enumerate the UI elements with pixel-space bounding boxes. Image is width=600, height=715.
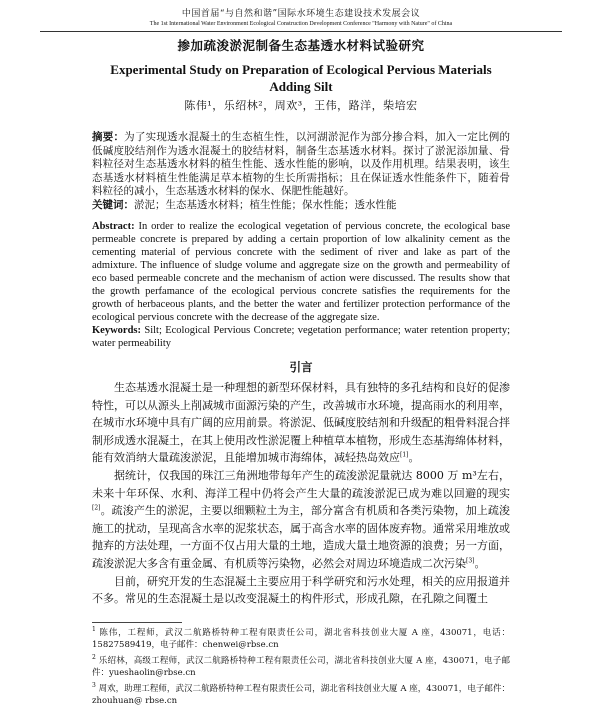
abstract-cn-text: 为了实现透水混凝土的生态植生性，以河湖淤泥作为部分掺合料，加入一定比例的低碱度胶结剂作为透水混凝土的胶结材料，制备生态基透水材料。探讨了淤泥添加量、骨料粒径对生态基透水材料的植生性能、透水性能的影响，以及作用机理。结果表明，该生态基透水材料植生性能满足草本植物的生长所需指标；且在保证透水性能条件下，随着骨料粒径的减小，生态基透水材料的保水、保肥性能越好。 [92,131,510,197]
footnote-mark: 1 [92,625,96,633]
keywords-en-label: Keywords: [92,325,141,336]
conference-header-en: The 1st International Water Environment Ecological Construction Development Conference "Harmony with Nature" of China [149,21,453,27]
citation: [3] [466,557,475,565]
title-cn: 掺加疏浚淤泥制备生态基透水材料试验研究 [177,38,425,53]
citation: [2] [92,504,101,512]
p2-text: 据统计，仅我国的珠江三角洲地带每年产生的疏浚淤泥量就达 8000 万 m³左右，未来十年环保、水利、海洋工程中仍将会产生大量的疏浚淤泥已成为难以回避的现实 [92,468,510,500]
p2-mid: 。疏浚产生的淤泥，主要以细颗粒土为主，部分富含有机质和各类污染物，加上疏浚施工的扰动，呈现高含水率的泥浆状态，属于高含水率的固体废弃物。通常采用堆放或抛弃的方法处理，一方面不仅占用大量的土地，造成大量土地资源的浪费；另一方面，疏浚淤泥大多含有重金属、有机质等污染物，必然会对周边环境造成二次污染 [92,504,510,570]
abstract-cn [92,131,510,212]
footnote-mark: 2 [92,653,96,661]
section-title: 引言 [289,360,313,374]
abstract-cn-label: 摘要： [92,131,125,143]
p2-end: 。 [474,556,486,570]
keywords-cn-label: 关键词： [92,198,134,211]
p1-text: 生态基透水混凝土是一种理想的新型环保材料，具有独特的多孔结构和良好的促渗特性，可以从源头上削减城市面源污染的产生，改善城市水环境，提高雨水的利用率，在城市水环境中具有广阔的应用前景。将淤泥、低碱度胶结剂和升级配的粗骨料混合拌制形成透水混凝土，在其上使用改性淤泥覆上种植草本植物，形成生态基海绵体材料，能有效消纳大量疏浚淤泥，且能增加城市海绵体，减轻热岛效应 [92,381,510,465]
footnote-mark: 3 [92,681,96,689]
p1-end: 。 [408,451,420,465]
citation: [1] [400,451,409,459]
footnote-text: 周欢，助理工程师，武汉二航路桥特种工程有限责任公司，湖北省科技创业大厦 A 座，430071，电子邮件：zhouhuan@ rbse.cn [92,683,510,706]
abstract-en [92,220,510,324]
footnote-text: 陈伟，工程师，武汉二航路桥特种工程有限责任公司，湖北省科技创业大厦 A 座，430071，电话：15827589419，电子邮件：chenwei@rbse.cn [92,627,510,650]
footnote-1 [92,627,510,651]
body-text [92,379,510,608]
authors: 陈伟¹，乐绍林²，周欢³，王伟，路洋，柴培宏 [184,99,418,112]
abstract-en-label: Abstract: [92,221,135,232]
conference-header-cn: 中国首届“与自然和谐”国际水环境生态建设技术发展会议 [181,9,421,19]
footnote-3 [92,683,510,707]
page-column [92,0,510,715]
title-en: Experimental Study on Preparation of Ecological Pervious Materials Adding Silt [110,62,492,94]
keywords-en-text: Silt; Ecological Pervious Concrete; vegetation performance; water retention property; water permeability [92,325,511,349]
footnote-text: 乐绍林，高级工程师，武汉二航路桥特种工程有限责任公司，湖北省科技创业大厦 A 座，430071，电子邮件：yueshaolin@rbse.cn [92,655,510,678]
paragraph-1 [92,379,510,467]
paragraph-3: 目前，研究开发的生态混凝土主要应用于科学研究和污水处理，相关的应用报道并不多。常见的生态混凝土是以改变混凝土的构件形式，形成孔隙，在孔隙之间覆土 [92,574,510,606]
paragraph-2 [92,467,510,573]
header-rule [40,31,562,32]
keywords-cn: 淤泥；生态基透水材料；植生性能；保水性能；透水性能 [134,198,397,211]
footnote-rule [92,622,182,623]
footnote-2 [92,655,510,679]
keywords-en [92,325,510,350]
abstract-en-text: In order to realize the ecological vegetation of pervious concrete, the ecological base permeable concrete is prepared by adding a certain proportion of low alkalinity cement as the cementing material of pervious concrete with the sediment of river and lake as part of the admixture. The influence of sludge volume and aggregate size on the growth and permeability of eco based permeable concrete and the mechanism of action were discussed. The results show that the growth perfamance of the ecological pervious concrete satisfies the requirements for the growth of herbaceous plants, and the better the water and fertilizer protection performance of the ecological pervious concrete with the decrease of the aggregate size. [92,221,510,323]
